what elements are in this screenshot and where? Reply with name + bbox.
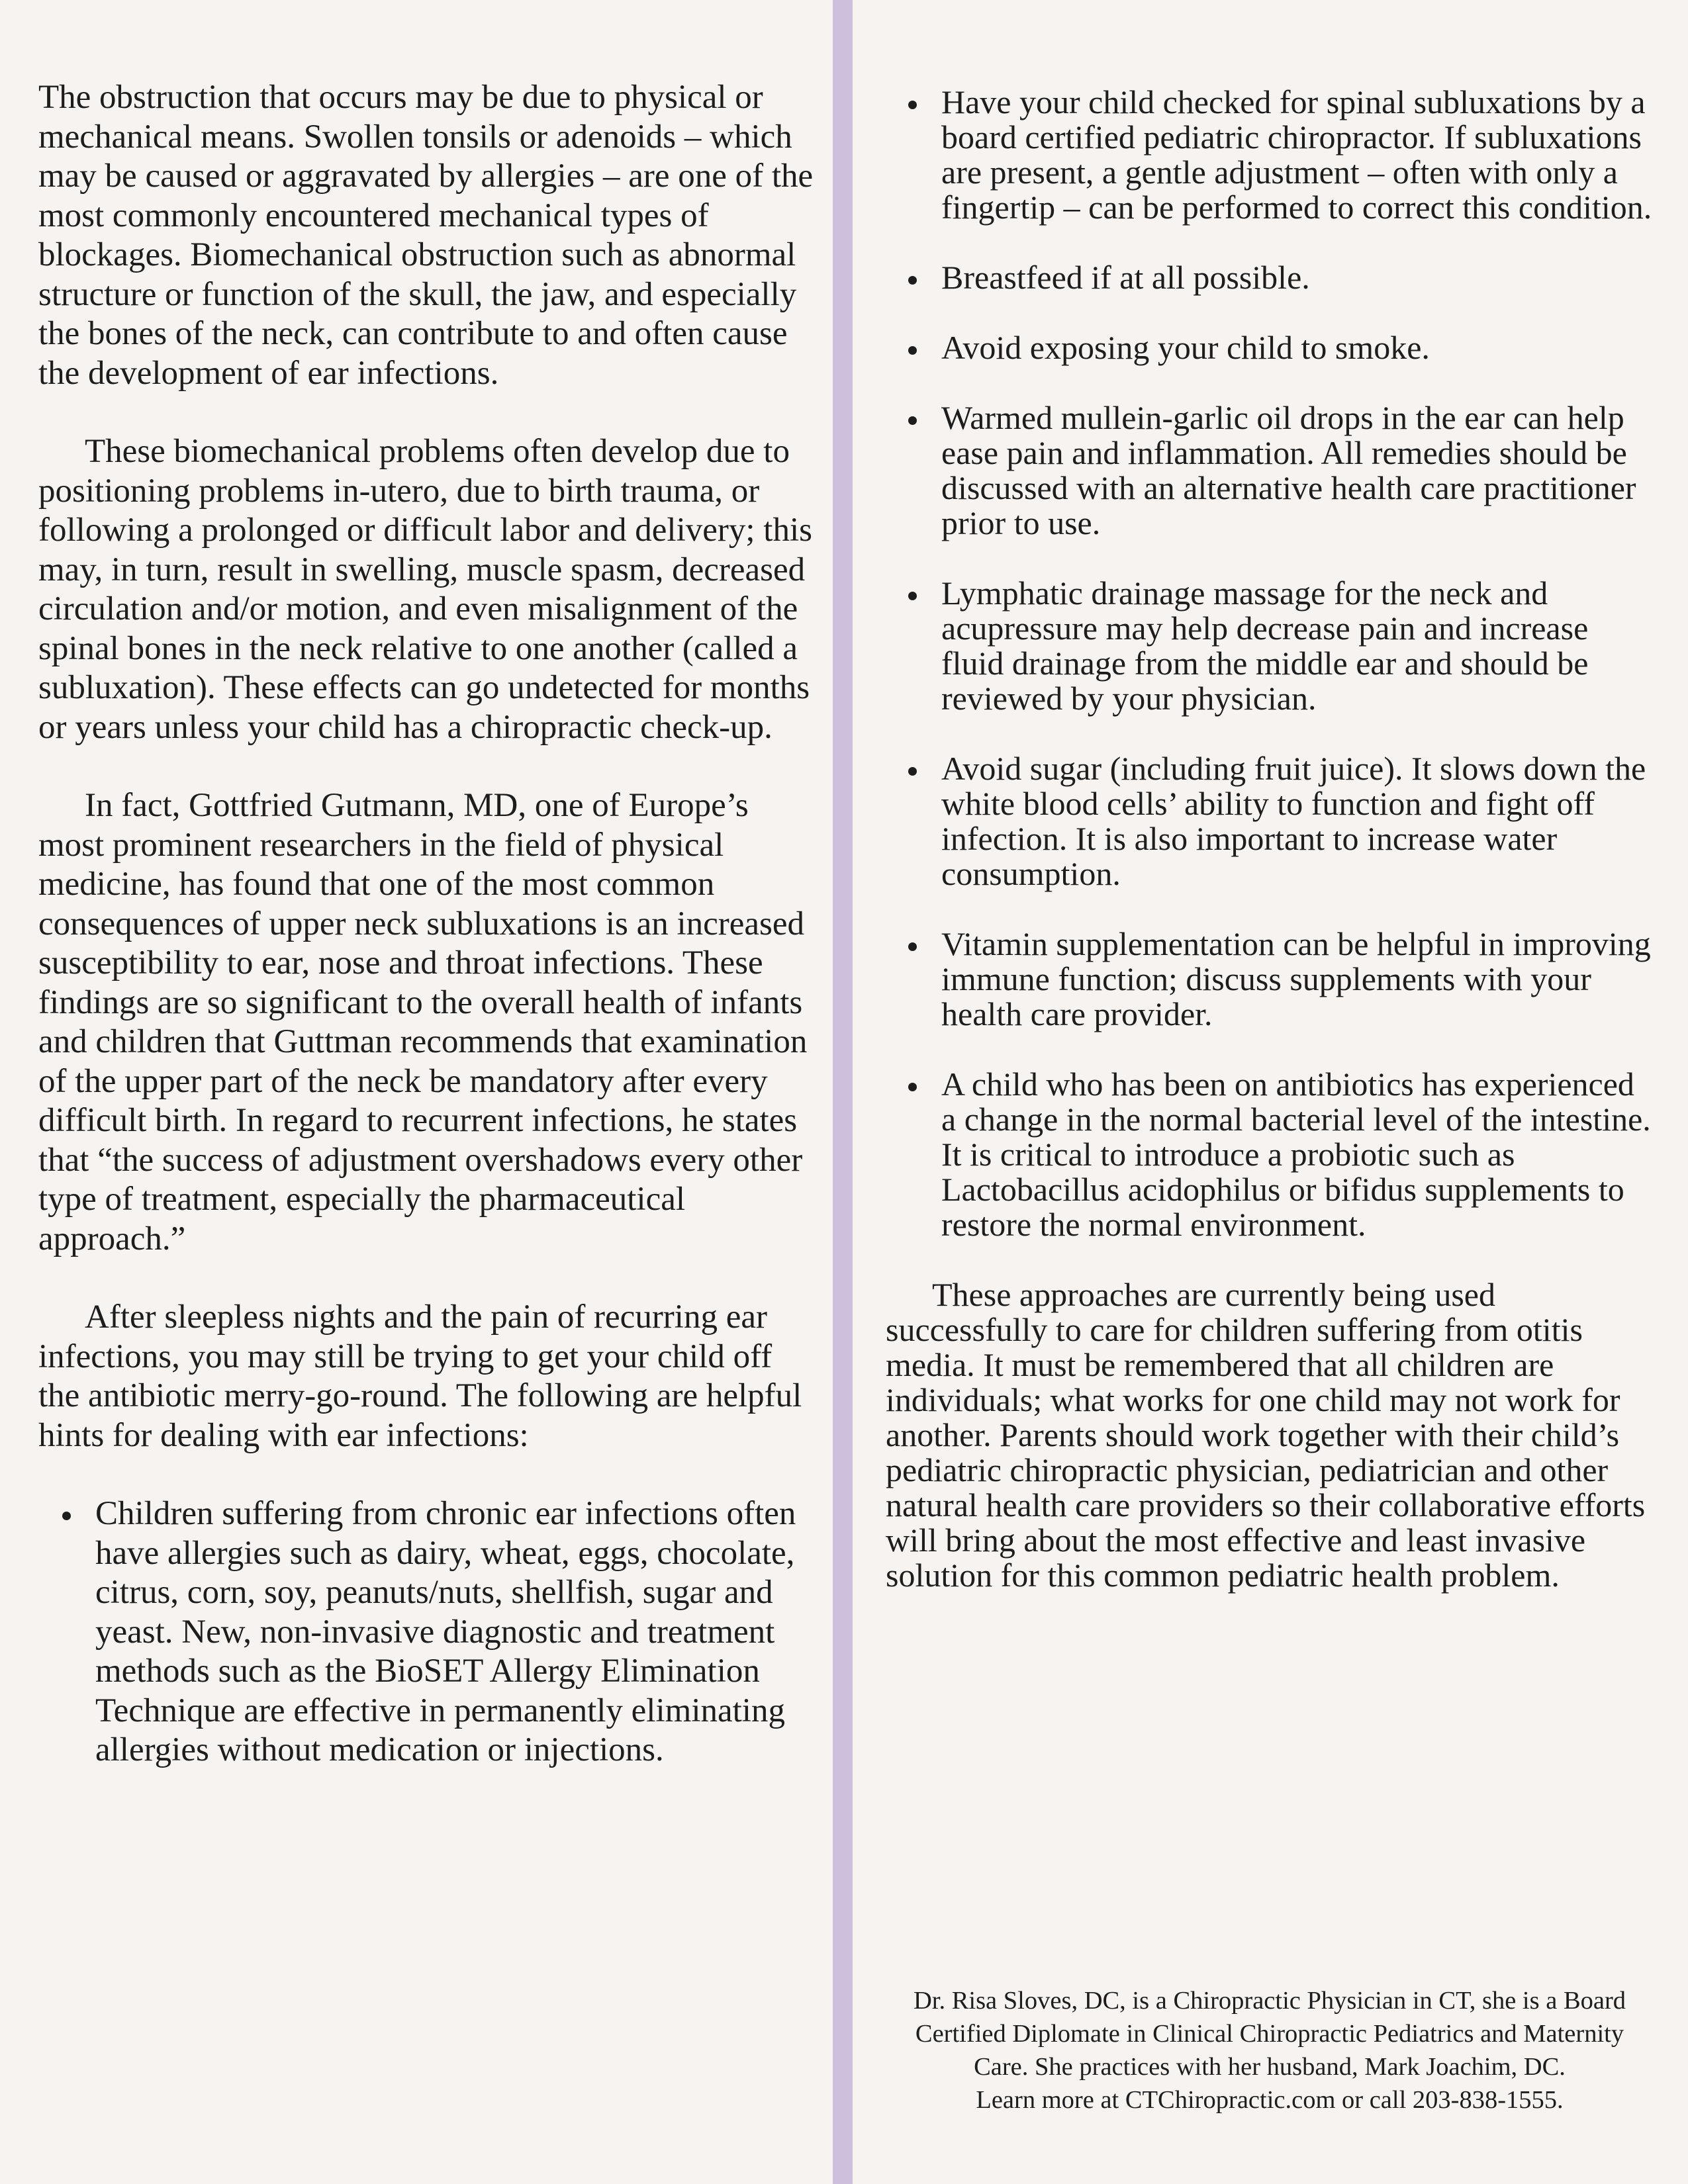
list-item: Children suffering from chronic ear infections often have allergies such as dairy, wheat, eggs, chocolate, citrus, corn, soy, peanuts/nuts, shellfish, sugar and yeast. New, non-invasive diagnostic and treatment methods such as the BioSET Allergy Elimination Technique are effective in permanently eliminating allergies without medication or injections. [38,1494,820,1770]
list-item: A child who has been on antibiotics has experienced a change in the normal bacterial level of the intestine. It is critical to introduce a probiotic such as Lactobacillus acidophilus or bifidus supplements to restore the normal environment. [886,1067,1654,1242]
body-paragraph: These biomechanical problems often develop due to positioning problems in-utero, due to birth trauma, or following a prolonged or difficult labor and delivery; this may, in turn, result in swelling, muscle spasm, decreased circulation and/or motion, and even misalignment of the spinal bones in the neck relative to one another (called a subluxation). These effects can go undetected for months or years unless your child has a chiropractic check-up. [38,433,812,746]
author-bio [886,1984,1654,2116]
body-paragraph: After sleepless nights and the pain of recurring ear infections, you may still be trying to get your child off the antibiotic merry-go-round. The following are helpful hints for dealing with ear infections: [38,1298,802,1454]
column-divider [833,0,853,2184]
list-item: Vitamin supplementation can be helpful in improving immune function; discuss supplements with your health care provider. [886,927,1654,1032]
right-column [886,78,1654,1593]
hints-list [886,85,1654,1242]
list-item: Breastfeed if at all possible. [886,260,1654,295]
list-item: Avoid sugar (including fruit juice). It slows down the white blood cells’ ability to function and fight off infection. It is also important to increase water consumption. [886,751,1654,891]
list-item: Warmed mullein-garlic oil drops in the ear can help ease pain and inflammation. All remedies should be discussed with an alternative health care practitioner prior to use. [886,400,1654,541]
closing-paragraph: These approaches are currently being used successfully to care for children suffering from otitis media. It must be remembered that all children are individuals; what works for one child may not work for another. Parents should work together with their child’s pediatric chiropractic physician, pediatrician and other natural health care providers so their collaborative efforts will bring about the most effective and least invasive solution for this common pediatric health problem. [886,1276,1646,1594]
list-item: Have your child checked for spinal subluxations by a board certified pediatric chiropractor. If subluxations are present, a gentle adjustment – often with only a fingertip – can be performed to correct this condition. [886,85,1654,225]
body-paragraph: In fact, Gottfried Gutmann, MD, one of Europe’s most prominent researchers in the field of physical medicine, has found that one of the most common consequences of upper neck subluxations is an increased susceptibility to ear, nose and throat infections. These findings are so significant to the overall health of infants and children that Guttman recommends that examination of the upper part of the neck be mandatory after every difficult birth. In regard to recurrent infections, he states that “the success of adjustment overshadows every other type of treatment, especially the pharmaceutical approach.” [38,787,808,1257]
body-paragraph: The obstruction that occurs may be due to physical or mechanical means. Swollen tonsils or adenoids – which may be caused or aggravated by allergies – are one of the most commonly encountered mechanical types of blockages. Biomechanical obstruction such as abnormal structure or function of the skull, the jaw, and especially the bones of the neck, can contribute to and often cause the development of ear infections. [38,79,814,392]
left-column [38,78,820,1770]
list-item: Lymphatic drainage massage for the neck and acupressure may help decrease pain and increase fluid drainage from the middle ear and should be reviewed by your physician. [886,576,1654,716]
list-item: Avoid exposing your child to smoke. [886,330,1654,365]
author-bio-text: Dr. Risa Sloves, DC, is a Chiropractic Physician in CT, she is a Board Certified Diplomate in Clinical Chiropractic Pediatrics and Maternity Care. She practices with her husband, Mark Joachim, DC. [913,1987,1626,2081]
hints-list [38,1494,820,1770]
contact-line: Learn more at CTChiropractic.com or call 203-838-1555. [976,2086,1564,2114]
